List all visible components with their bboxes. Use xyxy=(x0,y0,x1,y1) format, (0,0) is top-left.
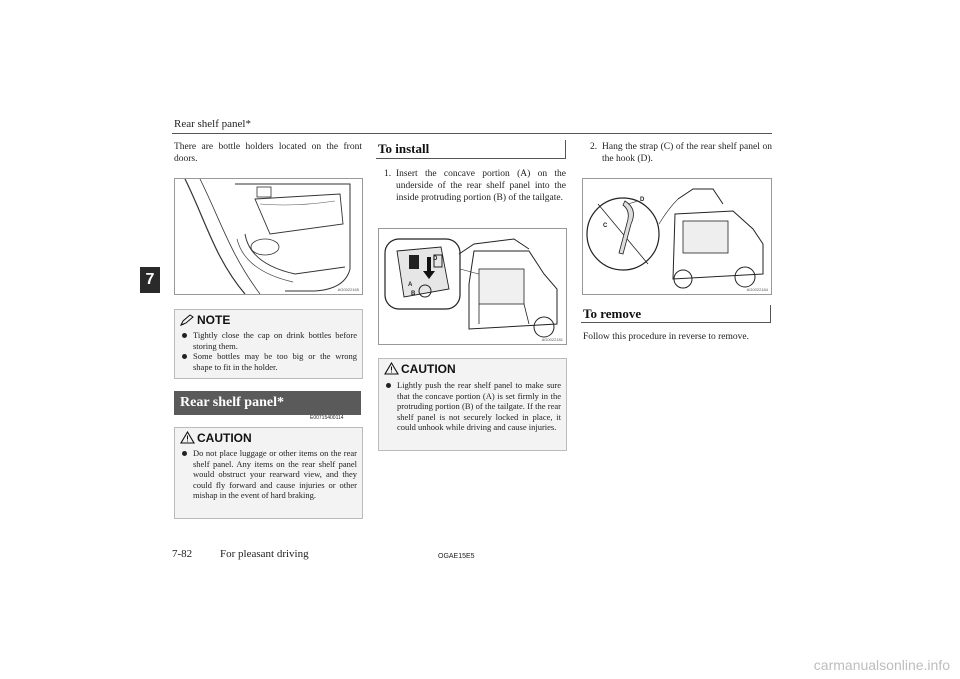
heading-rule xyxy=(376,158,566,159)
caution-item-text: Do not place luggage or other items on the rear shelf panel. Any items on the rear shelf panel would obstruct your rearward view, and they could fly forward and cause injuries or other mishap in the event of hard braking. xyxy=(193,448,357,500)
step-number: 1. xyxy=(384,169,392,179)
install-step-1 xyxy=(384,168,566,204)
caution-item xyxy=(181,448,357,501)
page-number: 7-82 xyxy=(172,548,193,560)
step-text: Insert the concave portion (A) on the underside of the rear shelf panel into the inside protruding portion (B) of the tailgate. xyxy=(396,169,566,203)
note-item xyxy=(181,351,357,372)
caution-title: CAUTION xyxy=(197,431,252,445)
door-illustration xyxy=(175,179,362,294)
chapter-tab: 7 xyxy=(140,267,160,293)
intro-paragraph: There are bottle holders located on the front doors. xyxy=(174,142,362,164)
caution-item xyxy=(385,380,561,433)
step-number: 2. xyxy=(590,142,598,152)
strap-illustration xyxy=(583,179,771,294)
callout-d: D xyxy=(433,256,438,262)
caution-item-text: Lightly push the rear shelf panel to make sure that the concave portion (A) is set firmly in the protruding portion (B) of the tailgate. If the rear shelf panel is not securely locked in place, it could unhook while driving and cause injuries. xyxy=(397,380,561,432)
figure-strap-hook xyxy=(582,178,772,295)
caution-title: CAUTION xyxy=(401,362,456,376)
heading-rule-end xyxy=(565,140,566,158)
note-box xyxy=(174,309,363,379)
section-heading-rear-shelf-panel: Rear shelf panel* xyxy=(174,391,361,415)
callout-c: C xyxy=(603,223,608,229)
warning-triangle-icon xyxy=(384,362,399,380)
heading-to-install: To install xyxy=(378,141,430,156)
bullet-icon xyxy=(182,354,187,359)
note-item-text: Some bottles may be too big or the wrong shape to fit in the holder. xyxy=(193,351,357,372)
bullet-icon xyxy=(182,451,187,456)
callout-c: C xyxy=(409,256,414,262)
note-pencil-icon xyxy=(180,313,194,331)
document-code: OGAE15E5 xyxy=(438,553,475,560)
warning-triangle-icon xyxy=(180,431,195,449)
heading-to-remove: To remove xyxy=(583,306,642,321)
section-code: E00715400114 xyxy=(310,415,344,421)
caution-box xyxy=(378,358,567,451)
figure-code: AG0022181 xyxy=(541,337,563,342)
callout-a: A xyxy=(408,282,413,288)
figure-door-bottle-holder xyxy=(174,178,363,295)
note-title: NOTE xyxy=(197,313,231,327)
running-header: Rear shelf panel* xyxy=(174,118,251,130)
note-item-text: Tightly close the cap on drink bottles before storing them. xyxy=(193,330,357,351)
caution-box xyxy=(174,427,363,519)
footer-section-title: For pleasant driving xyxy=(220,548,309,560)
step-text: Hang the strap (C) of the rear shelf panel on the hook (D). xyxy=(602,142,772,164)
figure-install-shelf xyxy=(378,228,567,345)
callout-d: D xyxy=(640,197,645,203)
heading-rule xyxy=(581,322,771,323)
header-rule xyxy=(172,133,772,134)
install-step-2 xyxy=(590,141,772,165)
figure-code: AG0022184 xyxy=(746,287,768,292)
bullet-icon xyxy=(386,383,391,388)
heading-rule-end xyxy=(770,305,771,323)
watermark: carmanualsonline.info xyxy=(813,657,950,673)
note-item xyxy=(181,330,357,351)
callout-b: B xyxy=(411,291,416,297)
figure-code: AG0022165 xyxy=(337,287,359,292)
bullet-icon xyxy=(182,333,187,338)
remove-paragraph: Follow this procedure in reverse to remove. xyxy=(583,332,749,342)
